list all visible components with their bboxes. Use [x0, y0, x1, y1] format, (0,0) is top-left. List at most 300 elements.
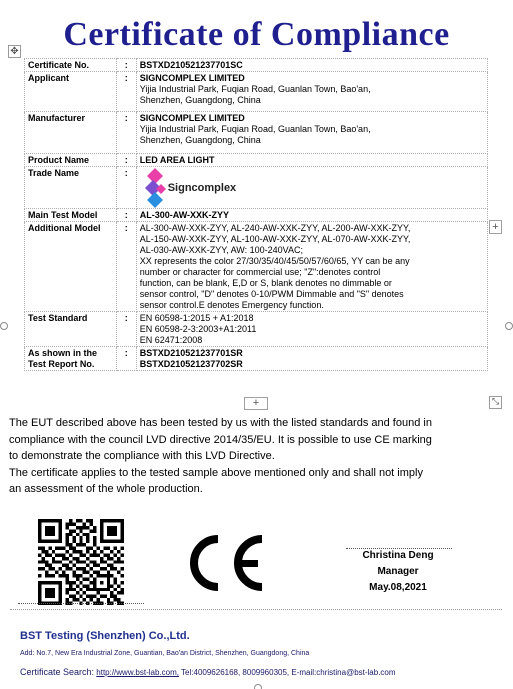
qr-module [79, 550, 82, 553]
qr-module [59, 519, 62, 522]
qr-module [86, 564, 89, 567]
qr-module [38, 560, 41, 563]
applicant-label: Applicant [25, 72, 117, 112]
qr-module [96, 591, 99, 594]
qr-module [59, 547, 62, 550]
qr-module [110, 550, 113, 553]
telephone: Tel:4009626168, 8009960305, [181, 668, 290, 677]
qr-module [69, 519, 72, 522]
qr-module [121, 519, 124, 522]
qr-module [66, 522, 69, 525]
table-move-icon[interactable]: ✥ [8, 45, 21, 58]
additional-model-value [136, 222, 487, 312]
qr-module [121, 553, 124, 556]
qr-module [100, 540, 103, 543]
qr-module [86, 536, 89, 539]
qr-module [110, 519, 113, 522]
colon: : [116, 222, 136, 312]
qr-module [110, 564, 113, 567]
qr-module [48, 529, 51, 532]
qr-module [100, 588, 103, 591]
qr-module [76, 550, 79, 553]
qr-module [48, 519, 51, 522]
qr-module [100, 595, 103, 598]
applicant-value [136, 72, 487, 112]
qr-module [90, 553, 93, 556]
qr-module [79, 526, 82, 529]
qr-module [38, 581, 41, 584]
qr-module [48, 553, 51, 556]
qr-module [100, 574, 103, 577]
qr-module [90, 522, 93, 525]
qr-module [59, 581, 62, 584]
test-standard-line: EN 60598-1:2015 + A1:2018 [139, 313, 254, 323]
qr-module [59, 553, 62, 556]
qr-module [79, 540, 82, 543]
qr-module [62, 574, 65, 577]
qr-module [66, 540, 69, 543]
qr-module [86, 547, 89, 550]
qr-module [90, 529, 93, 532]
qr-module [96, 564, 99, 567]
qr-module [45, 571, 48, 574]
qr-module [107, 547, 110, 550]
qr-module [55, 547, 58, 550]
qr-module [69, 529, 72, 532]
trade-name-label: Trade Name [25, 167, 117, 209]
qr-module [110, 540, 113, 543]
qr-module [117, 557, 120, 560]
qr-module [72, 571, 75, 574]
qr-module [38, 588, 41, 591]
test-report-label [25, 347, 117, 371]
qr-module [103, 553, 106, 556]
qr-module [93, 584, 96, 587]
qr-module [55, 571, 58, 574]
qr-module [107, 533, 110, 536]
qr-module [72, 540, 75, 543]
qr-module [100, 526, 103, 529]
certificate-title: Certificate of Compliance [63, 16, 450, 53]
qr-module [83, 526, 86, 529]
qr-module [96, 574, 99, 577]
qr-module [55, 540, 58, 543]
qr-module [79, 536, 82, 539]
qr-module [69, 588, 72, 591]
qr-module [45, 574, 48, 577]
qr-module [76, 560, 79, 563]
qr-module [55, 581, 58, 584]
qr-module [62, 557, 65, 560]
qr-module [38, 526, 41, 529]
qr-module [107, 577, 110, 580]
qr-module [121, 522, 124, 525]
qr-module [86, 540, 89, 543]
qr-module [76, 533, 79, 536]
qr-module [93, 526, 96, 529]
qr-module [72, 564, 75, 567]
qr-module [114, 547, 117, 550]
colon: : [116, 312, 136, 347]
qr-module [76, 543, 79, 546]
signcomplex-logo-icon [144, 168, 166, 208]
compliance-statement [9, 415, 507, 498]
qr-module [76, 577, 79, 580]
qr-module [114, 560, 117, 563]
qr-module [121, 529, 124, 532]
additional-model-line: AL-300-AW-XXK-ZYY, AL-240-AW-XXK-ZYY, AL-200-AW-XXK-ZYY, [139, 223, 411, 233]
qr-module [90, 519, 93, 522]
qr-module [41, 557, 44, 560]
qr-module [38, 519, 41, 522]
manufacturer-label: Manufacturer [25, 112, 117, 154]
qr-module [100, 519, 103, 522]
qr-module [83, 577, 86, 580]
qr-module [93, 564, 96, 567]
qr-module [52, 591, 55, 594]
additional-model-label: Additional Model [25, 222, 117, 312]
qr-module [59, 560, 62, 563]
qr-module [66, 577, 69, 580]
qr-module [38, 553, 41, 556]
qr-module [100, 567, 103, 570]
qr-module [66, 526, 69, 529]
qr-module [52, 560, 55, 563]
certificate-no-value: BSTXD210521237701SC [136, 59, 487, 72]
test-report-label-line2: Test Report No. [28, 359, 95, 369]
qr-module [79, 581, 82, 584]
manufacturer-name: SIGNCOMPLEX LIMITED [139, 113, 245, 123]
qr-module [76, 574, 79, 577]
qr-module [79, 595, 82, 598]
qr-module [79, 529, 82, 532]
qr-module [86, 550, 89, 553]
qr-module [121, 591, 124, 594]
qr-module [103, 567, 106, 570]
qr-module [103, 519, 106, 522]
qr-module [45, 564, 48, 567]
colon: : [116, 154, 136, 167]
qr-module [107, 581, 110, 584]
qr-module [52, 581, 55, 584]
qr-module [66, 536, 69, 539]
qr-module [107, 529, 110, 532]
qr-module [59, 591, 62, 594]
qr-module [52, 595, 55, 598]
qr-module [76, 598, 79, 601]
signcomplex-logo [140, 168, 484, 208]
qr-module [93, 529, 96, 532]
qr-module [96, 571, 99, 574]
applicant-address-line1: Yijia Industrial Park, Fuqian Road, Guanlan Town, Bao'an, [139, 84, 371, 94]
qr-module [72, 547, 75, 550]
qr-module [55, 553, 58, 556]
qr-module [114, 588, 117, 591]
qr-module [62, 571, 65, 574]
test-standard-label: Test Standard [25, 312, 117, 347]
qr-module [62, 553, 65, 556]
test-standard-line: EN 62471:2008 [139, 335, 203, 345]
add-column-icon[interactable]: + [489, 220, 502, 234]
qr-module [90, 567, 93, 570]
qr-module [100, 557, 103, 560]
qr-module [69, 553, 72, 556]
qr-module [107, 571, 110, 574]
qr-module [117, 519, 120, 522]
qr-module [93, 571, 96, 574]
qr-module [93, 553, 96, 556]
qr-module [52, 550, 55, 553]
qr-module [110, 567, 113, 570]
qr-module [121, 567, 124, 570]
bottom-edge-handle[interactable] [254, 684, 262, 689]
qr-module [59, 522, 62, 525]
qr-module [48, 547, 51, 550]
qr-module [114, 540, 117, 543]
qr-module [100, 522, 103, 525]
qr-module [114, 526, 117, 529]
qr-module [52, 574, 55, 577]
qr-module [79, 519, 82, 522]
qr-module [107, 584, 110, 587]
qr-module [100, 529, 103, 532]
qr-module [121, 560, 124, 563]
qr-module [41, 560, 44, 563]
qr-module [38, 595, 41, 598]
qr-module [96, 547, 99, 550]
qr-module [48, 581, 51, 584]
qr-module [76, 557, 79, 560]
qr-module [117, 550, 120, 553]
product-name-label: Product Name [25, 154, 117, 167]
qr-module [79, 588, 82, 591]
qr-module [96, 598, 99, 601]
company-address: Add: No.7, New Era Industrial Zone, Guantian, Bao'an District, Shenzhen, Guangdong, China [20, 650, 310, 657]
qr-module [48, 574, 51, 577]
qr-module [86, 571, 89, 574]
qr-module [76, 567, 79, 570]
qr-module [41, 547, 44, 550]
statement-line: The certificate applies to the tested sample above mentioned only and shall not imply [9, 466, 423, 479]
qr-module [66, 574, 69, 577]
qr-module [107, 526, 110, 529]
qr-module [76, 584, 79, 587]
qr-module [114, 553, 117, 556]
qr-module [114, 519, 117, 522]
qr-module [72, 581, 75, 584]
qr-module [83, 560, 86, 563]
table-row [25, 112, 488, 154]
qr-module [103, 540, 106, 543]
qr-module [83, 598, 86, 601]
qr-module [59, 529, 62, 532]
qr-module [59, 595, 62, 598]
qr-module [45, 519, 48, 522]
qr-module [66, 567, 69, 570]
additional-model-line: sensor control, "D" denotes 0-10/PWM Dimmable and "S" denotes [139, 289, 404, 299]
qr-module [90, 581, 93, 584]
qr-module [69, 595, 72, 598]
qr-module [110, 529, 113, 532]
statement-line: The EUT described above has been tested by us with the listed standards and found in [9, 417, 432, 429]
table-resize-icon[interactable]: ⤡ [489, 396, 502, 409]
qr-module [76, 519, 79, 522]
qr-module [38, 540, 41, 543]
manufacturer-address-line2: Shenzhen, Guangdong, China [139, 135, 261, 145]
qr-module [83, 584, 86, 587]
qr-module [110, 557, 113, 560]
test-report-number: BSTXD210521237702SR [139, 359, 243, 369]
qr-module [66, 581, 69, 584]
logo-wordmark: Signcomplex [167, 181, 237, 194]
signature-date: May.08,2021 [369, 582, 427, 593]
add-row-icon[interactable]: + [244, 397, 268, 410]
qr-module [59, 598, 62, 601]
qr-module [48, 595, 51, 598]
qr-module [66, 588, 69, 591]
qr-module [69, 567, 72, 570]
qr-module [59, 526, 62, 529]
qr-module [52, 588, 55, 591]
qr-module [45, 560, 48, 563]
qr-module [45, 533, 48, 536]
qr-module [45, 550, 48, 553]
qr-module [38, 574, 41, 577]
qr-module [48, 564, 51, 567]
qr-module [79, 574, 82, 577]
footer-divider [10, 609, 502, 610]
qr-module [69, 543, 72, 546]
qr-module [114, 529, 117, 532]
qr-module [117, 571, 120, 574]
qr-module [62, 547, 65, 550]
qr-module [83, 591, 86, 594]
colon: : [116, 112, 136, 154]
qr-module [41, 540, 44, 543]
qr-module [69, 560, 72, 563]
qr-module [62, 564, 65, 567]
qr-module [103, 588, 106, 591]
qr-module [38, 529, 41, 532]
qr-module [114, 577, 117, 580]
table-row [25, 222, 488, 312]
qr-module [66, 533, 69, 536]
table-row [25, 167, 488, 209]
statement-line: compliance with the council LVD directive 2014/35/EU. It is possible to use CE marking [9, 433, 432, 446]
qr-module [114, 567, 117, 570]
colon: : [116, 72, 136, 112]
applicant-address-line2: Shenzhen, Guangdong, China [139, 95, 261, 105]
qr-module [86, 577, 89, 580]
qr-module [45, 540, 48, 543]
qr-module [103, 560, 106, 563]
qr-module [90, 598, 93, 601]
table-row [25, 154, 488, 167]
qr-module [107, 574, 110, 577]
website-link[interactable]: http://www.bst-lab.com, [96, 668, 179, 677]
qr-module [107, 557, 110, 560]
right-edge-handle[interactable] [505, 322, 513, 330]
qr-module [66, 591, 69, 594]
qr-module [55, 519, 58, 522]
table-row [25, 312, 488, 347]
email: E-mail:christina@bst-lab.com [291, 668, 396, 677]
main-test-model-value: AL-300-AW-XXK-ZYY [136, 209, 487, 222]
qr-module [48, 526, 51, 529]
test-standard-line: EN 60598-2-3:2003+A1:2011 [139, 324, 257, 334]
qr-module [86, 526, 89, 529]
qr-module [83, 571, 86, 574]
qr-module [79, 553, 82, 556]
qr-module [86, 557, 89, 560]
qr-module [38, 567, 41, 570]
company-name: BST Testing (Shenzhen) Co.,Ltd. [20, 630, 190, 642]
qr-module [103, 595, 106, 598]
colon: : [116, 347, 136, 371]
qr-module [52, 557, 55, 560]
qr-module [41, 581, 44, 584]
qr-module [114, 533, 117, 536]
qr-module [83, 533, 86, 536]
qr-module [107, 564, 110, 567]
qr-divider [18, 603, 144, 604]
qr-module [69, 584, 72, 587]
qr-module [83, 553, 86, 556]
qr-module [52, 533, 55, 536]
certificate-no-label: Certificate No. [25, 59, 117, 72]
qr-module [121, 581, 124, 584]
qr-module [100, 550, 103, 553]
qr-module [103, 574, 106, 577]
qr-module [114, 598, 117, 601]
qr-module [93, 560, 96, 563]
qr-module [121, 547, 124, 550]
qr-module [117, 560, 120, 563]
qr-module [52, 519, 55, 522]
qr-module [86, 595, 89, 598]
qr-module [72, 574, 75, 577]
test-standard-value [136, 312, 487, 347]
qr-module [45, 526, 48, 529]
qr-module [121, 574, 124, 577]
qr-module [72, 550, 75, 553]
qr-module [72, 598, 75, 601]
qr-module [93, 595, 96, 598]
qr-module [69, 522, 72, 525]
qr-module [45, 581, 48, 584]
qr-module [93, 536, 96, 539]
qr-module [114, 581, 117, 584]
qr-module [90, 574, 93, 577]
qr-module [110, 584, 113, 587]
qr-module [100, 533, 103, 536]
qr-module [41, 567, 44, 570]
qr-module [107, 553, 110, 556]
qr-module [100, 536, 103, 539]
qr-module [90, 560, 93, 563]
left-edge-handle[interactable] [0, 322, 8, 330]
qr-module [48, 588, 51, 591]
qr-module [48, 567, 51, 570]
qr-module [38, 533, 41, 536]
qr-module [86, 519, 89, 522]
qr-module [83, 567, 86, 570]
qr-module [41, 550, 44, 553]
qr-module [121, 588, 124, 591]
qr-module [45, 591, 48, 594]
qr-module [48, 533, 51, 536]
qr-module [96, 588, 99, 591]
